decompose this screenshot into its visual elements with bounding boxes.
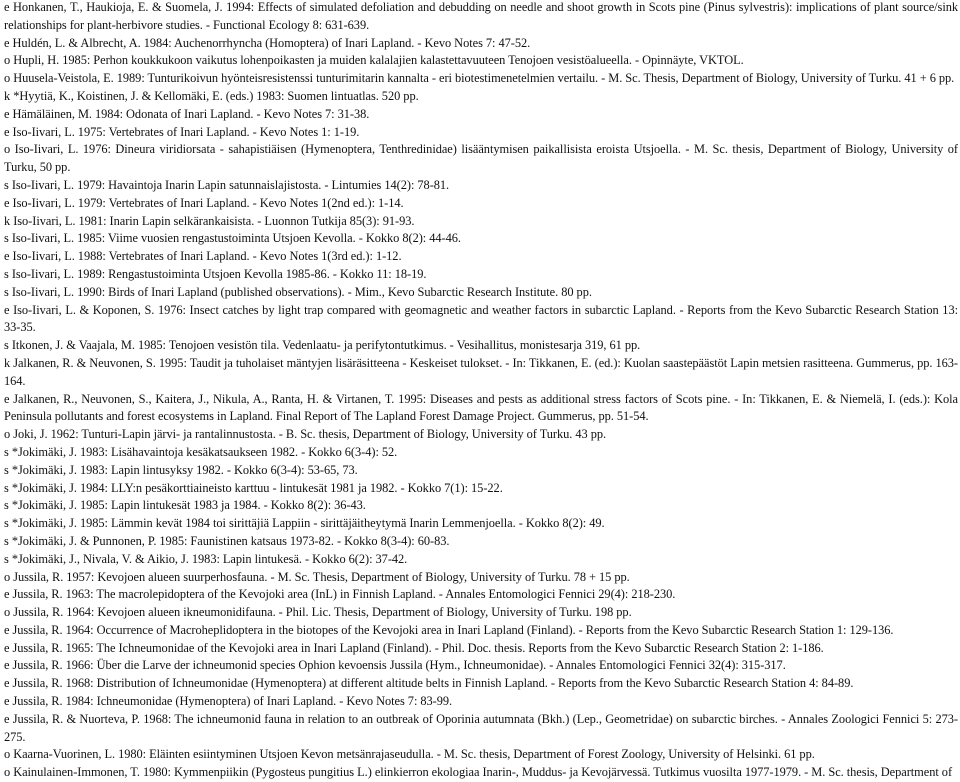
reference-entry: o Joki, J. 1962: Tunturi-Lapin järvi- ja rantalinnustosta. - B. Sc. thesis, Department of Biology, University of Turku. 43 pp. — [4, 427, 607, 442]
reference-entry: e Jalkanen, R., Neuvonen, S., Kaitera, J., Nikula, A., Ranta, H. & Virtanen, T. 1995: Diseases and pests as additional stress factors of Scots pine. - In: Tikkanen, E. & Niemelä, I. (eds.): Kola Peninsula pollutants and forest ecosystems in Lapland. Final Report of The Lapland Forest Damage Project. Gummerus, pp. 51-54. — [4, 391, 958, 424]
reference-entry: s Iso-Iivari, L. 1989: Rengastustoiminta Utsjoen Kevolla 1985-86. - Kokko 11: 18-19. — [4, 266, 427, 281]
reference-entry: e Iso-Iivari, L. & Koponen, S. 1976: Insect catches by light trap compared with geomagnetic and weather factors in subarctic Lapland. - Reports from the Kevo Subarctic Research Station 13: 33-35. — [4, 302, 958, 335]
reference-entry: o Hupli, H. 1985: Perhon koukkukoon vaikutus lohenpoikasten ja muiden kalalajien kalastettavuuteen Tenojoen vesistöalueella. - Opinnäyte, VKTOL. — [4, 53, 744, 68]
reference-entry: k Jalkanen, R. & Neuvonen, S. 1995: Taudit ja tuholaiset mäntyjen lisäräsitteena - Keskeiset tulokset. - In: Tikkanen, E. (ed.): Kuolan saastepäästöt Lapin metsien rasitteena. Gummerus, pp. 163-164. — [4, 355, 958, 388]
reference-entry: e Hämäläinen, M. 1984: Odonata of Inari Lapland. - Kevo Notes 7: 31-38. — [4, 106, 370, 121]
reference-entry: e Huldén, L. & Albrecht, A. 1984: Auchenorrhyncha (Homoptera) of Inari Lapland. - Kevo Notes 7: 47-52. — [4, 35, 531, 50]
reference-entry: e Honkanen, T., Haukioja, E. & Suomela, J. 1994: Effects of simulated defoliation and debudding on needle and shoot growth in Scots pine (Pinus sylvestris): implications of plant source/sink relationships for plant-herbivore studies. - Functional Ecology 8: 631-639. — [4, 0, 958, 32]
reference-entry: s *Jokimäki, J. 1984: LLY:n pesäkorttiaineisto karttuu - lintukesät 1981 ja 1982. - Kokko 7(1): 15-22. — [4, 480, 503, 495]
reference-entry: s *Jokimäki, J. & Punnonen, P. 1985: Faunistinen katsaus 1973-82. - Kokko 8(3-4): 60-83. — [4, 533, 450, 548]
reference-entry: e Jussila, R. 1984: Ichneumonidae (Hymenoptera) of Inari Lapland. - Kevo Notes 7: 83-99. — [4, 694, 453, 709]
reference-entry: o Jussila, R. 1964: Kevojoen alueen ikneumonidifauna. - Phil. Lic. Thesis, Department of Biology, University of Turku. 198 pp. — [4, 605, 632, 620]
reference-entry: o Kainulainen-Immonen, T. 1980: Kymmenpiikin (Pygosteus pungitius L.) elinkierron ekologiaa Inarin-, Muddus- ja Kevojärvessä. Tutkimus vuosilta 1977-1979. - M. Sc. thesis, Department of — [4, 765, 953, 780]
reference-entry: o Iso-Iivari, L. 1976: Dineura viridiorsata - sahapistiäisen (Hymenoptera, Tenthredinidae) lisääntymisen paikallisista eroista Utsjoella. - M. Sc. thesis, Department of Biology, University of Turku, 50 pp. — [4, 142, 958, 175]
reference-entry: s Itkonen, J. & Vaajala, M. 1985: Tenojoen vesistön tila. Vedenlaatu- ja perifytontutkimus. - Vesihallitus, monistesarja 319, 61 pp. — [4, 338, 641, 353]
reference-entry: k Iso-Iivari, L. 1981: Inarin Lapin selkärankaisista. - Luonnon Tutkija 85(3): 91-93. — [4, 213, 415, 228]
reference-entry: o Huusela-Veistola, E. 1989: Tunturikoivun hyönteisresistenssi tunturimitarin kannalta - eri biotestimenetelmien vertailu. - M. Sc. Thesis, Department of Biology, University of Turku. 41 + 6 pp. — [4, 71, 955, 86]
reference-entry: s *Jokimäki, J. 1985: Lämmin kevät 1984 toi sirittäjiä Lappiin - sirittäjäitheytymä Inarin Lemmenjoella. - Kokko 8(2): 49. — [4, 516, 605, 531]
reference-entry: s *Jokimäki, J. 1985: Lapin lintukesät 1983 ja 1984. - Kokko 8(2): 36-43. — [4, 498, 366, 513]
reference-entry: e Iso-Iivari, L. 1979: Vertebrates of Inari Lapland. - Kevo Notes 1(2nd ed.): 1-14. — [4, 195, 404, 210]
reference-entry: k *Hyytiä, K., Koistinen, J. & Kellomäki, E. (eds.) 1983: Suomen lintuatlas. 520 pp. — [4, 88, 419, 103]
reference-entry: e Jussila, R. 1968: Distribution of Ichneumonidae (Hymenoptera) at different altitude belts in Finnish Lapland. - Reports from the Kevo Subarctic Research Station 4: 84-89. — [4, 676, 854, 691]
reference-entry: e Jussila, R. & Nuorteva, P. 1968: The ichneumonid fauna in relation to an outbreak of Oporinia autumnata (Bkh.) (Lep., Geometridae) on subarctic birches. - Annales Zoologici Fennici 5: 273-275. — [4, 711, 958, 744]
reference-entry: s *Jokimäki, J., Nivala, V. & Aikio, J. 1983: Lapin lintukesä. - Kokko 6(2): 37-42. — [4, 551, 408, 566]
reference-entry: o Kaarna-Vuorinen, L. 1980: Eläinten esiintyminen Utsjoen Kevon metsänrajaseudulla. - M. Sc. thesis, Department of Forest Zoology, University of Helsinki. 61 pp. — [4, 747, 815, 762]
reference-entry: s *Jokimäki, J. 1983: Lisähavaintoja kesäkatsaukseen 1982. - Kokko 6(3-4): 52. — [4, 444, 398, 459]
reference-entry: e Jussila, R. 1964: Occurrence of Macroheplidoptera in the biotopes of the Kevojoki area in Inari Lapland (Finland). - Reports from the Kevo Subarctic Research Station 1: 129-136. — [4, 622, 894, 637]
reference-entry: e Iso-Iivari, L. 1988: Vertebrates of Inari Lapland. - Kevo Notes 1(3rd ed.): 1-12. — [4, 249, 402, 264]
reference-entry: s *Jokimäki, J. 1983: Lapin lintusyksy 1982. - Kokko 6(3-4): 53-65, 73. — [4, 462, 358, 477]
reference-entry: e Iso-Iivari, L. 1975: Vertebrates of Inari Lapland. - Kevo Notes 1: 1-19. — [4, 124, 360, 139]
reference-entry: s Iso-Iivari, L. 1979: Havaintoja Inarin Lapin satunnaislajistosta. - Lintumies 14(2): 78-81. — [4, 177, 450, 192]
reference-entry: e Jussila, R. 1966: Über die Larve der ichneumonid species Ophion kevoensis Jussila (Hym., Ichneumonidae). - Annales Entomologici Fennici 32(4): 315-317. — [4, 658, 786, 673]
reference-entry: s Iso-Iivari, L. 1990: Birds of Inari Lapland (published observations). - Mim., Kevo Subarctic Research Institute. 80 pp. — [4, 284, 592, 299]
reference-entry: e Jussila, R. 1965: The Ichneumonidae of the Kevojoki area in Inari Lapland (Finland). - Phil. Doc. thesis. Reports from the Kevo Subarctic Research Station 2: 1-186. — [4, 640, 824, 655]
reference-entry: s Iso-Iivari, L. 1985: Viime vuosien rengastustoiminta Utsjoen Kevolla. - Kokko 8(2): 44-46. — [4, 231, 461, 246]
reference-entry: o Jussila, R. 1957: Kevojoen alueen suurperhosfauna. - M. Sc. Thesis, Department of Biology, University of Turku. 78 + 15 pp. — [4, 569, 630, 584]
reference-list — [4, 0, 958, 782]
reference-entry: e Jussila, R. 1963: The macrolepidoptera of the Kevojoki area (InL) in Finnish Lapland. - Annales Entomologici Fennici 29(4): 218-230. — [4, 587, 676, 602]
